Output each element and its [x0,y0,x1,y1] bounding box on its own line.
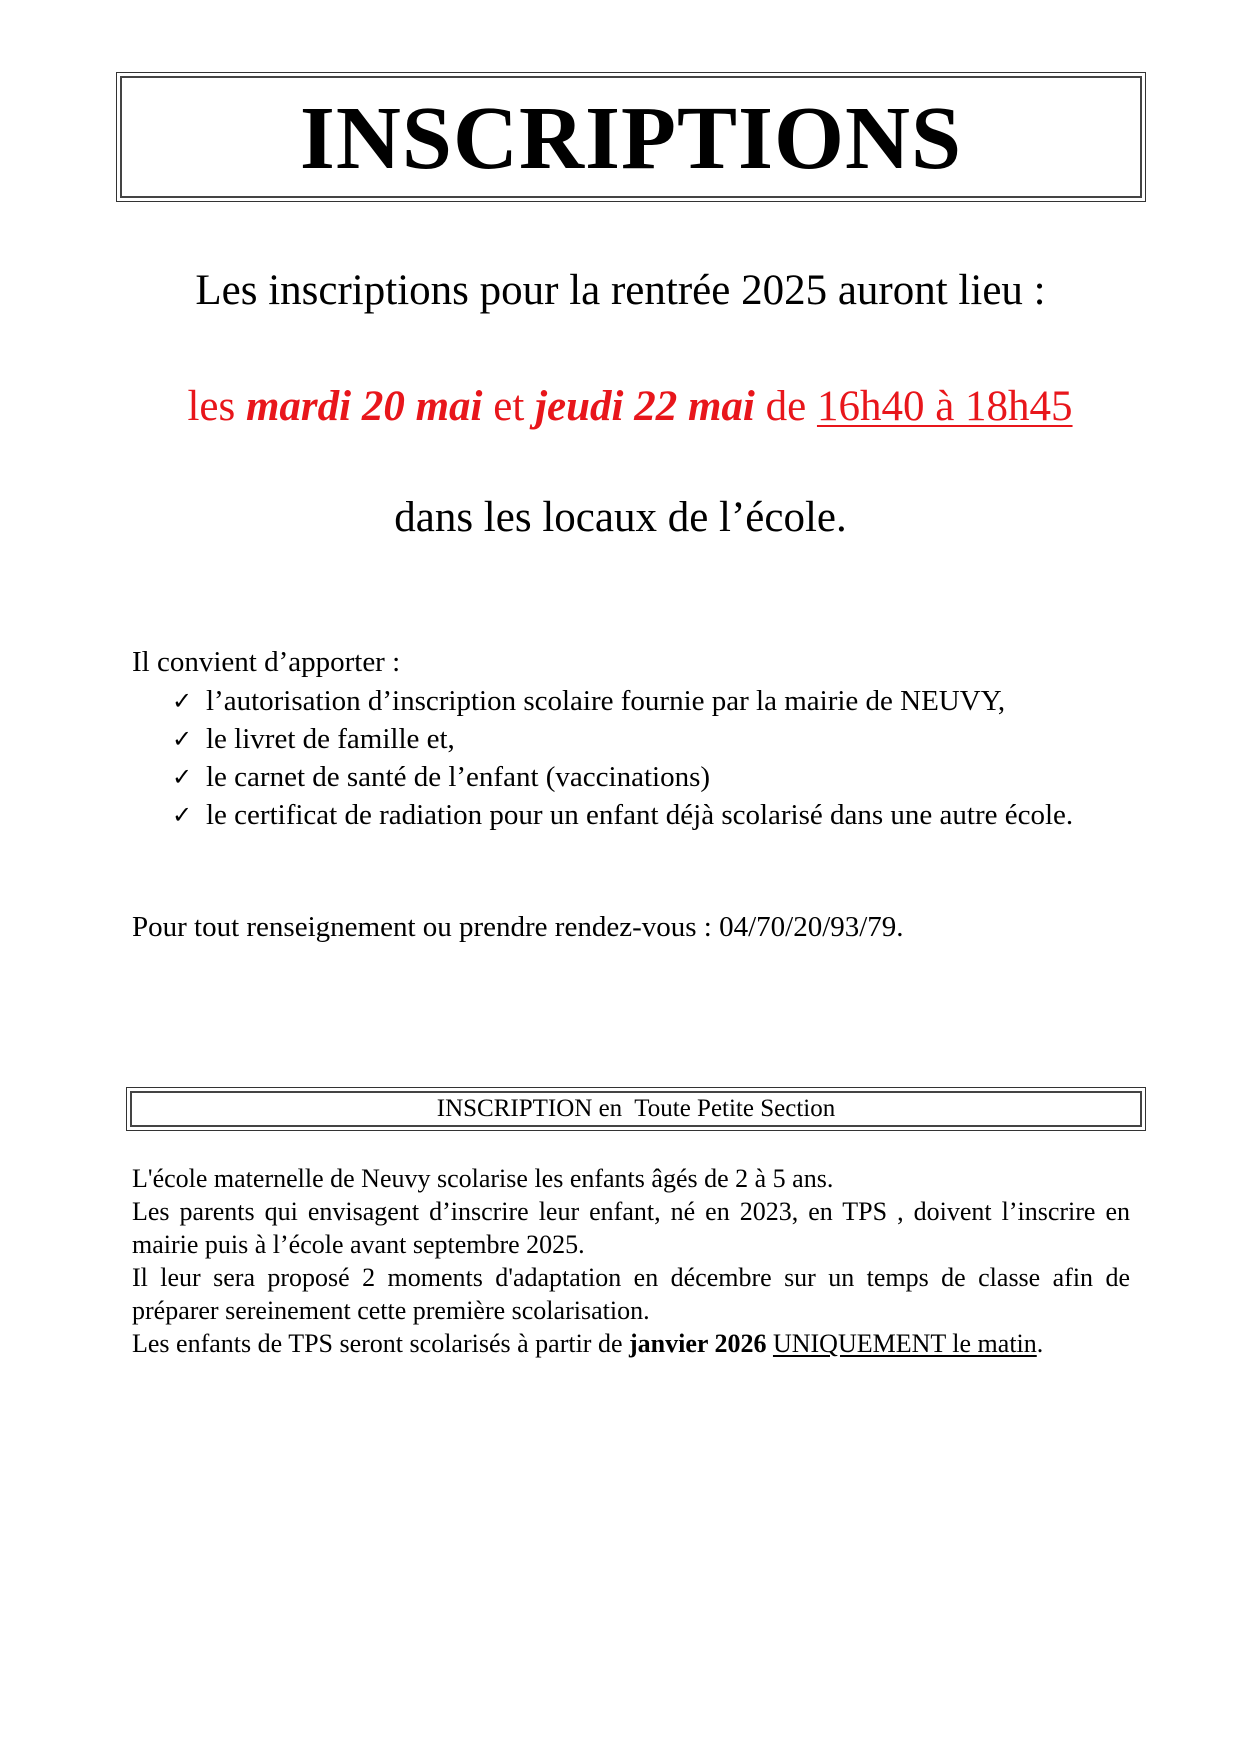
time-range: 16h40 à 18h45 [816,383,1073,430]
apporter-label: Il convient d’apporter : [132,646,401,678]
intro-lead: Les inscriptions pour la rentrée 2025 auront lieu : [195,267,1046,314]
documents-list [170,682,1130,834]
dates-et: et [493,383,525,430]
tps-heading: INSCRIPTION en Toute Petite Section [436,1095,836,1122]
date-day1: mardi 20 mai [245,383,483,430]
dates-de: de [765,383,807,430]
dates-les: les [187,383,236,430]
contact-line: Pour tout renseignement ou prendre rendez-vous : 04/70/20/93/79. [132,911,904,943]
list-item-text: le livret de famille et, [206,723,455,755]
tps-paragraph [132,1162,1130,1360]
tps-p4-start: Les enfants de TPS seront scolarisés à partir de [132,1329,623,1358]
tps-heading-frame [126,1087,1146,1131]
list-item [170,682,1130,720]
check-icon: ✓ [172,801,193,829]
tps-heading-inner [130,1091,1142,1127]
list-item [170,720,1130,758]
list-item [170,796,1130,834]
dates-line [150,378,1110,435]
check-icon: ✓ [172,687,193,715]
check-icon: ✓ [172,763,193,791]
tps-p4-bold: janvier 2026 [629,1329,767,1358]
tps-p4-underline: UNIQUEMENT le matin [772,1329,1037,1358]
list-item-text: le carnet de santé de l’enfant (vaccinations) [206,761,711,793]
tps-p1: L'école maternelle de Neuvy scolarise les enfants âgés de 2 à 5 ans. [132,1164,834,1193]
list-item-text: l’autorisation d’inscription scolaire fournie par la mairie de NEUVY, [206,685,1006,717]
tps-p4 [132,1327,1130,1360]
page-title: INSCRIPTIONS [299,89,963,188]
date-day2: jeudi 22 mai [535,383,755,430]
title-frame [116,72,1146,202]
location-line: dans les locaux de l’école. [394,494,847,541]
tps-p2: Les parents qui envisagent d’inscrire leur enfant, né en 2023, en TPS , doivent l’inscrire en mairie puis à l’école avant septembre 2025. [132,1197,1130,1259]
list-item-text: le certificat de radiation pour un enfant déjà scolarisé dans une autre école. [206,799,1074,831]
tps-p4-end: . [1036,1329,1044,1358]
tps-p3: Il leur sera proposé 2 moments d'adaptation en décembre sur un temps de classe afin de préparer sereinement cette première scolarisation. [132,1263,1130,1325]
title-frame-inner [120,76,1142,198]
list-item [170,758,1130,796]
check-icon: ✓ [172,725,193,753]
